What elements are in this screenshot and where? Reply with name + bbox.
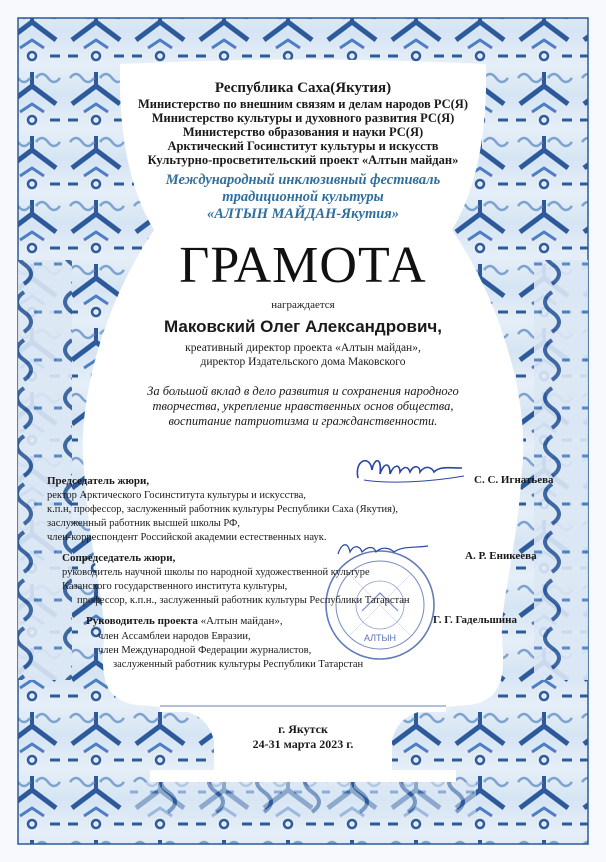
- project-head-detail-2: член Международной Федерации журналистов,: [98, 645, 312, 656]
- jury-chair-detail-2: к.п.н, профессор, заслуженный работник культуры Республики Саха (Якутия),: [47, 504, 399, 515]
- project-head-detail-1: член Ассамблеи народов Евразии,: [98, 631, 251, 642]
- ministry-line-1: Министерство по внешним связям и делам народов РС(Я): [137, 97, 469, 111]
- jury-chair-detail-3: заслуженный работник высшей школы РФ,: [47, 518, 240, 529]
- jury-cochair-title: Сопредседатель жюри,: [62, 552, 176, 564]
- project-head-title-line: [86, 615, 283, 628]
- project-head-title: Руководитель проекта: [86, 615, 198, 627]
- jury-cochair-detail-1: руководитель научной школы по народной художественной культуре: [62, 567, 370, 578]
- recipient-role-1: креативный директор проекта «Алтын майдан»,: [185, 342, 421, 354]
- jury-cochair-name: А. Р. Еникеева: [465, 550, 537, 562]
- awarded-label: награждается: [271, 299, 335, 311]
- ministry-line-2: Министерство культуры и духовного развития РС(Я): [151, 111, 455, 125]
- ministry-line-3: Министерство образования и науки РС(Я): [182, 125, 424, 139]
- jury-cochair-detail-2: Казанского государственного института культуры,: [62, 581, 288, 592]
- certificate-title: ГРАМОТА: [179, 237, 427, 294]
- jury-chair-detail-1: ректор Арктического Госинститута культуры и искусства,: [47, 490, 306, 501]
- festival-line-3: «АЛТЫН МАЙДАН-Якутия»: [206, 206, 400, 222]
- citation-line-2: творчества, укрепление нравственных основ общества,: [152, 399, 454, 413]
- citation-line-3: воспитание патриотизма и гражданственности.: [168, 414, 438, 428]
- jury-chair-name: С. С. Игнатьева: [474, 474, 554, 486]
- footer-city: г. Якутск: [278, 722, 328, 736]
- institute-line: Арктический Госинститут культуры и искусств: [167, 139, 439, 153]
- signature-ignatieva: [350, 450, 468, 488]
- project-head-name: Г. Г. Гадельшина: [433, 614, 517, 626]
- project-line: Культурно-просветительский проект «Алтын майдан»: [147, 153, 459, 167]
- project-head-title-suffix: «Алтын майдан»,: [200, 615, 283, 627]
- citation-line-1: За большой вклад в дело развития и сохранения народного: [147, 384, 459, 398]
- festival-line-2: традиционной культуры: [222, 189, 384, 205]
- festival-line-1: Международный инклюзивный фестиваль: [165, 172, 441, 188]
- footer-dates: 24-31 марта 2023 г.: [252, 737, 354, 751]
- republic-heading: Республика Саха(Якутия): [214, 80, 392, 96]
- signature-enikeeva: [332, 538, 432, 560]
- jury-chair-title: Председатель жюри,: [47, 475, 150, 487]
- jury-cochair-detail-3: профессор, к.п.н., заслуженный работник культуры Республики Татарстан: [77, 595, 410, 606]
- recipient-role-2: директор Издательского дома Маковского: [200, 356, 406, 368]
- recipient-name: Маковский Олег Александрович,: [164, 317, 442, 336]
- project-head-detail-3: заслуженный работник культуры Республики Татарстан: [113, 659, 364, 670]
- jury-chair-detail-4: член-корреспондент Российской академии естественных наук.: [47, 532, 327, 543]
- stamp-text: АЛТЫН: [363, 633, 397, 643]
